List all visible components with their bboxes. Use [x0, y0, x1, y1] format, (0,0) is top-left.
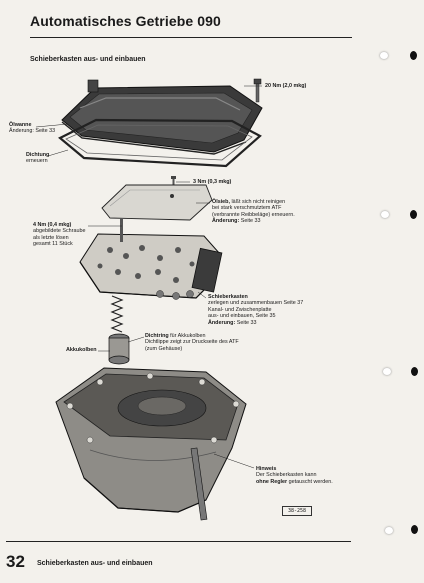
oilpan-label: Ölwanne Änderung: Seite 33	[9, 122, 56, 135]
piston-label: Akkukolben	[66, 347, 97, 353]
housing-drawing	[56, 368, 246, 520]
seal-label: Dichtring für Akkukolben Dichtlippe zeigt zur Druckseite des ATF (zum Gehäuse)	[145, 333, 239, 352]
page-title: Automatisches Getriebe 090	[30, 13, 221, 29]
oil-sieve-drawing	[102, 185, 212, 220]
sieve-label: Ölsieb, läßt sich nicht reinigen bei stark verschmutztem ATF (verbrannte Reibbeläge) erneuern. Änderung: Seite 33	[212, 199, 295, 225]
spring-drawing	[112, 296, 122, 332]
footer-title: Schieberkasten aus- und einbauen	[37, 560, 153, 567]
gasket-label: Dichtung erneuern	[26, 152, 50, 165]
screw-torque-label: 4 Nm (0,4 mkg) abgebildete Schraube als letzte lösen gesamt 11 Stück	[33, 222, 86, 248]
oil-pan-drawing	[62, 80, 262, 154]
torque-top-label: 20 Nm (2,0 mkg)	[265, 83, 307, 89]
section-subtitle: Schieberkasten aus- und einbauen	[30, 56, 146, 63]
footer-rule	[6, 541, 351, 542]
page-number: 32	[6, 552, 25, 571]
torque-mid-label: 3 Nm (0,3 mkg)	[193, 179, 232, 185]
note-box: Hinweis Der Schieberkasten kann ohne Regler getauscht werden.	[256, 466, 333, 485]
valve-body-drawing	[80, 218, 222, 300]
bolt-top-drawing	[254, 79, 261, 102]
valvebody-label: Schieberkasten zerlegen und zusammenbauen Seite 37 Kanal- und Zwischenplatte aus- und einbauen, Seite 35 Änderung: Seite 33	[208, 294, 304, 326]
figure-code: 38-258	[282, 506, 312, 516]
accumulator-piston-drawing	[109, 334, 129, 364]
